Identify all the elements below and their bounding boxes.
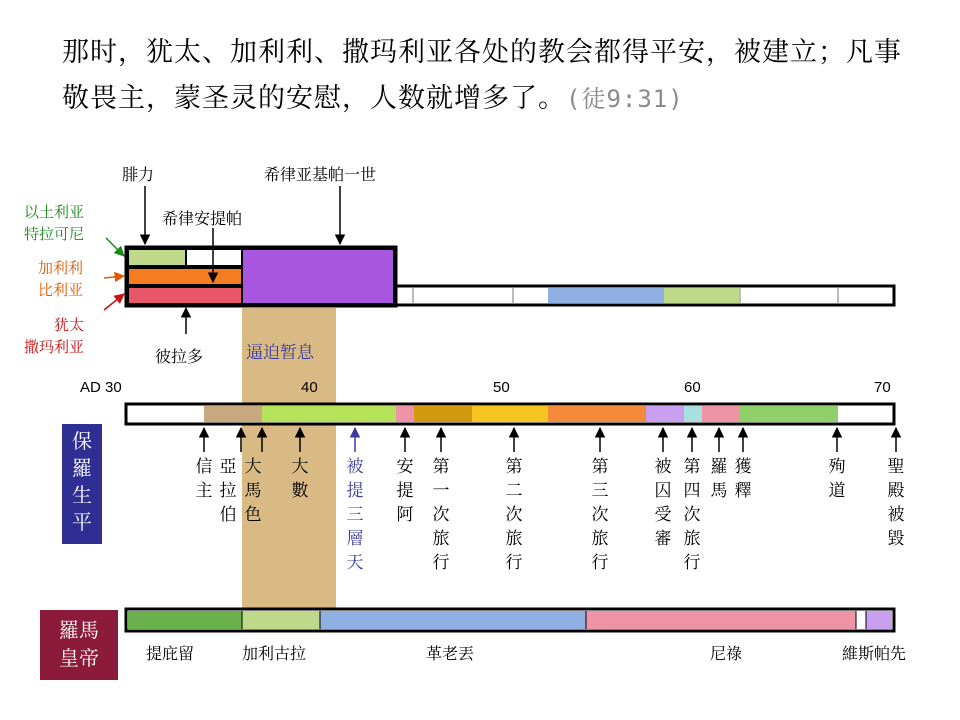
event-label-tarsus: 大數 xyxy=(291,457,309,501)
emperors-bar xyxy=(126,609,894,631)
emperor-segment-claudius xyxy=(320,611,586,629)
persecution-pause-label: 逼迫暂息 xyxy=(246,343,314,363)
bar-idumea xyxy=(128,249,186,266)
event-label-third-heaven: 被提三層天 xyxy=(346,457,364,573)
axis-tick: 70 xyxy=(874,379,891,396)
pilate-label: 彼拉多 xyxy=(155,347,204,366)
emperor-segment-tiberius xyxy=(128,611,242,629)
paul-segment xyxy=(702,406,740,422)
emperor-name-nero: 尼祿 xyxy=(710,644,743,663)
paul-segment xyxy=(548,406,646,422)
paul-segment xyxy=(740,406,838,422)
axis-tick: 50 xyxy=(493,379,510,396)
idumea-arrow xyxy=(106,238,124,256)
event-label-journey-4: 第四次旅行 xyxy=(683,457,701,573)
emperor-segment-caligula xyxy=(242,611,320,629)
paul-segment xyxy=(396,406,414,422)
event-label-journey-2: 第二次旅行 xyxy=(505,457,523,573)
verse-text: 那时，犹太、加利利、撒玛利亚各处的教会都得平安，被建立；凡事敬畏主，蒙圣灵的安慰，人数就增多了。 xyxy=(62,37,902,114)
event-label-release: 獲釋 xyxy=(734,457,752,501)
emperor-segment-nero xyxy=(586,611,856,629)
event-label-conversion: 信主 xyxy=(195,457,213,501)
bar-segment xyxy=(548,288,664,303)
judea-label: 犹太 撒玛利亚 xyxy=(24,316,85,356)
paul-segment xyxy=(684,406,702,422)
event-label-temple: 聖殿被毀 xyxy=(887,457,905,549)
paul-life-bar xyxy=(126,404,894,424)
paul-segment xyxy=(646,406,684,422)
axis-tick: 60 xyxy=(684,379,701,396)
paul-segment xyxy=(262,406,396,422)
axis-tick: 40 xyxy=(301,379,318,396)
event-label-antioch: 安提阿 xyxy=(396,457,414,525)
event-label-martyrdom: 殉道 xyxy=(828,457,846,501)
paul-segment xyxy=(204,406,262,422)
paul-segment xyxy=(472,406,548,422)
emperor-name-caligula: 加利古拉 xyxy=(242,644,307,663)
paul-life-box: 保 羅 生 平 xyxy=(62,424,102,544)
galilee-label: 加利利 比利亚 xyxy=(38,259,84,299)
emperor-name-tiberius: 提庇留 xyxy=(146,644,195,663)
herod-agrippa-label: 希律亚基帕一世 xyxy=(264,165,377,184)
herod-antipas-label: 希律安提帕 xyxy=(162,209,243,228)
emperor-name-claudius: 革老丟 xyxy=(426,644,475,663)
idumea-label: 以土利亚 特拉可尼 xyxy=(24,203,85,243)
bar-judea xyxy=(128,287,242,304)
verse-reference: (徒9:31) xyxy=(566,85,684,113)
event-label-trial: 被囚受審 xyxy=(654,457,672,549)
event-label-journey-3: 第三次旅行 xyxy=(591,457,609,573)
bar-segment xyxy=(664,288,740,303)
paul-segment xyxy=(414,406,472,422)
event-label-arabia: 亞拉伯 xyxy=(219,457,237,525)
emperor-segment-vespasian xyxy=(866,611,892,629)
event-label-journey-1: 第一次旅行 xyxy=(432,457,450,573)
emperor-name-vespasian: 維斯帕先 xyxy=(842,644,907,663)
palestine-rulers-bars xyxy=(126,247,894,306)
axis-tick: AD 30 xyxy=(80,379,122,396)
roman-emperors-box: 羅馬 皇帝 xyxy=(40,610,118,680)
felix-label: 腓力 xyxy=(122,165,155,184)
galilee-arrow xyxy=(104,276,124,278)
judea-arrow xyxy=(104,294,124,310)
event-label-damascus: 大馬色 xyxy=(244,457,262,525)
bar-agrippa xyxy=(242,249,394,304)
event-label-rome: 羅馬 xyxy=(710,457,728,501)
